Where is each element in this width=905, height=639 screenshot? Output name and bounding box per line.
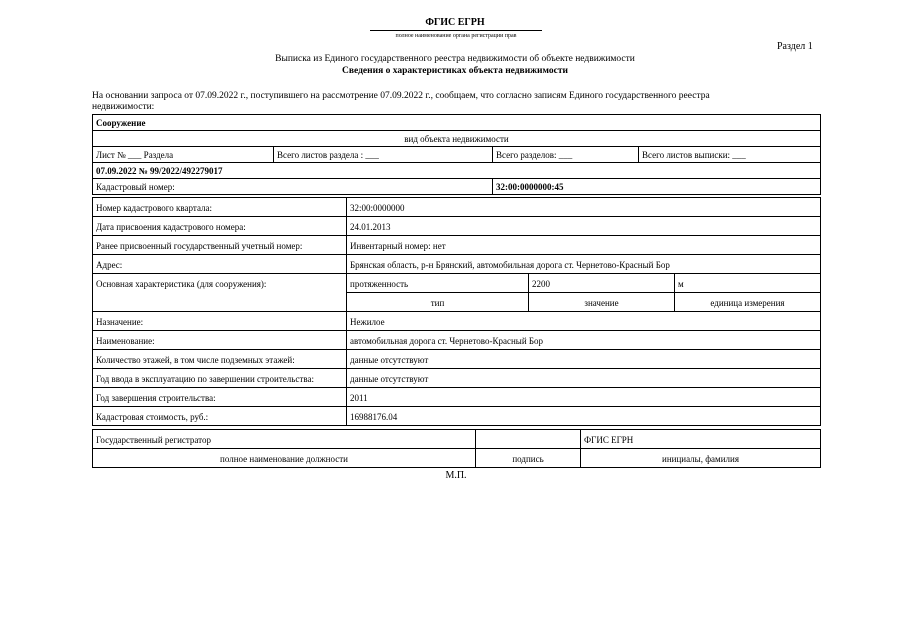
record-number: 07.09.2022 № 99/2022/492279017	[92, 162, 821, 179]
purpose-value: Нежилое	[346, 311, 821, 331]
assign-date-label: Дата присвоения кадастрового номера:	[92, 216, 347, 236]
stamp-place: М.П.	[445, 470, 467, 481]
object-type-caption: вид объекта недвижимости	[92, 130, 821, 147]
registrar-org: ФГИС ЕГРН	[580, 429, 821, 449]
characteristic-value: 2200	[528, 273, 675, 293]
purpose-label: Назначение:	[92, 311, 347, 331]
cadastral-cost-label: Кадастровая стоимость, руб.:	[92, 406, 347, 426]
document-subtitle: Сведения о характеристиках объекта недвижимости	[342, 66, 568, 76]
position-caption: полное наименование должности	[92, 448, 476, 468]
quarter-value: 32:00:0000000	[346, 197, 821, 217]
quarter-label: Номер кадастрового квартала:	[92, 197, 347, 217]
address-label: Адрес:	[92, 254, 347, 274]
sections-total: Всего разделов: ___	[492, 146, 639, 163]
cadastral-number-label: Кадастровый номер:	[92, 178, 493, 195]
name-label: Наименование:	[92, 330, 347, 350]
intro-text-line-1: На основании запроса от 07.09.2022 г., поступившего на рассмотрение 07.09.2022 г., сообщаем, что согласно записям Единого государственного реестра	[92, 91, 710, 101]
registrar-label: Государственный регистратор	[92, 429, 476, 449]
org-caption: полное наименование органа регистрации прав	[395, 33, 517, 39]
document-title: Выписка из Единого государственного реестра недвижимости об объекте недвижимости	[275, 54, 635, 64]
assign-date-value: 24.01.2013	[346, 216, 821, 236]
cadastral-number-value: 32:00:0000000:45	[492, 178, 821, 195]
signature-caption: подпись	[475, 448, 581, 468]
cadastral-cost-value: 16988176.04	[346, 406, 821, 426]
floors-label: Количество этажей, в том числе подземных этажей:	[92, 349, 347, 369]
commission-year-label: Год ввода в эксплуатацию по завершении строительства:	[92, 368, 347, 388]
built-year-label: Год завершения строительства:	[92, 387, 347, 407]
characteristic-value-caption: значение	[528, 292, 675, 312]
signature-cell	[475, 429, 581, 449]
floors-value: данные отсутствуют	[346, 349, 821, 369]
org-short-name: ФГИС ЕГРН	[425, 17, 485, 28]
previous-number-value: Инвентарный номер: нет	[346, 235, 821, 255]
built-year-value: 2011	[346, 387, 821, 407]
characteristic-type: протяженность	[346, 273, 529, 293]
commission-year-value: данные отсутствуют	[346, 368, 821, 388]
previous-number-label: Ранее присвоенный государственный учетный номер:	[92, 235, 347, 255]
characteristic-type-caption: тип	[346, 292, 529, 312]
name-value: автомобильная дорога ст. Чернетово-Красный Бор	[346, 330, 821, 350]
address-value: Брянская область, р-н Брянский, автомобильная дорога ст. Чернетово-Красный Бор	[346, 254, 821, 274]
main-characteristic-label: Основная характеристика (для сооружения):	[92, 273, 347, 312]
sheets-total: Всего листов выписки: ___	[638, 146, 821, 163]
sheets-in-section: Всего листов раздела : ___	[273, 146, 493, 163]
section-label: Раздел 1	[777, 41, 813, 52]
object-type: Сооружение	[92, 114, 821, 131]
characteristic-unit: м	[674, 273, 821, 293]
intro-text-line-2: недвижимости:	[92, 102, 155, 112]
initials-caption: инициалы, фамилия	[580, 448, 821, 468]
sheet-number: Лист № ___ Раздела	[92, 146, 274, 163]
characteristic-unit-caption: единица измерения	[674, 292, 821, 312]
